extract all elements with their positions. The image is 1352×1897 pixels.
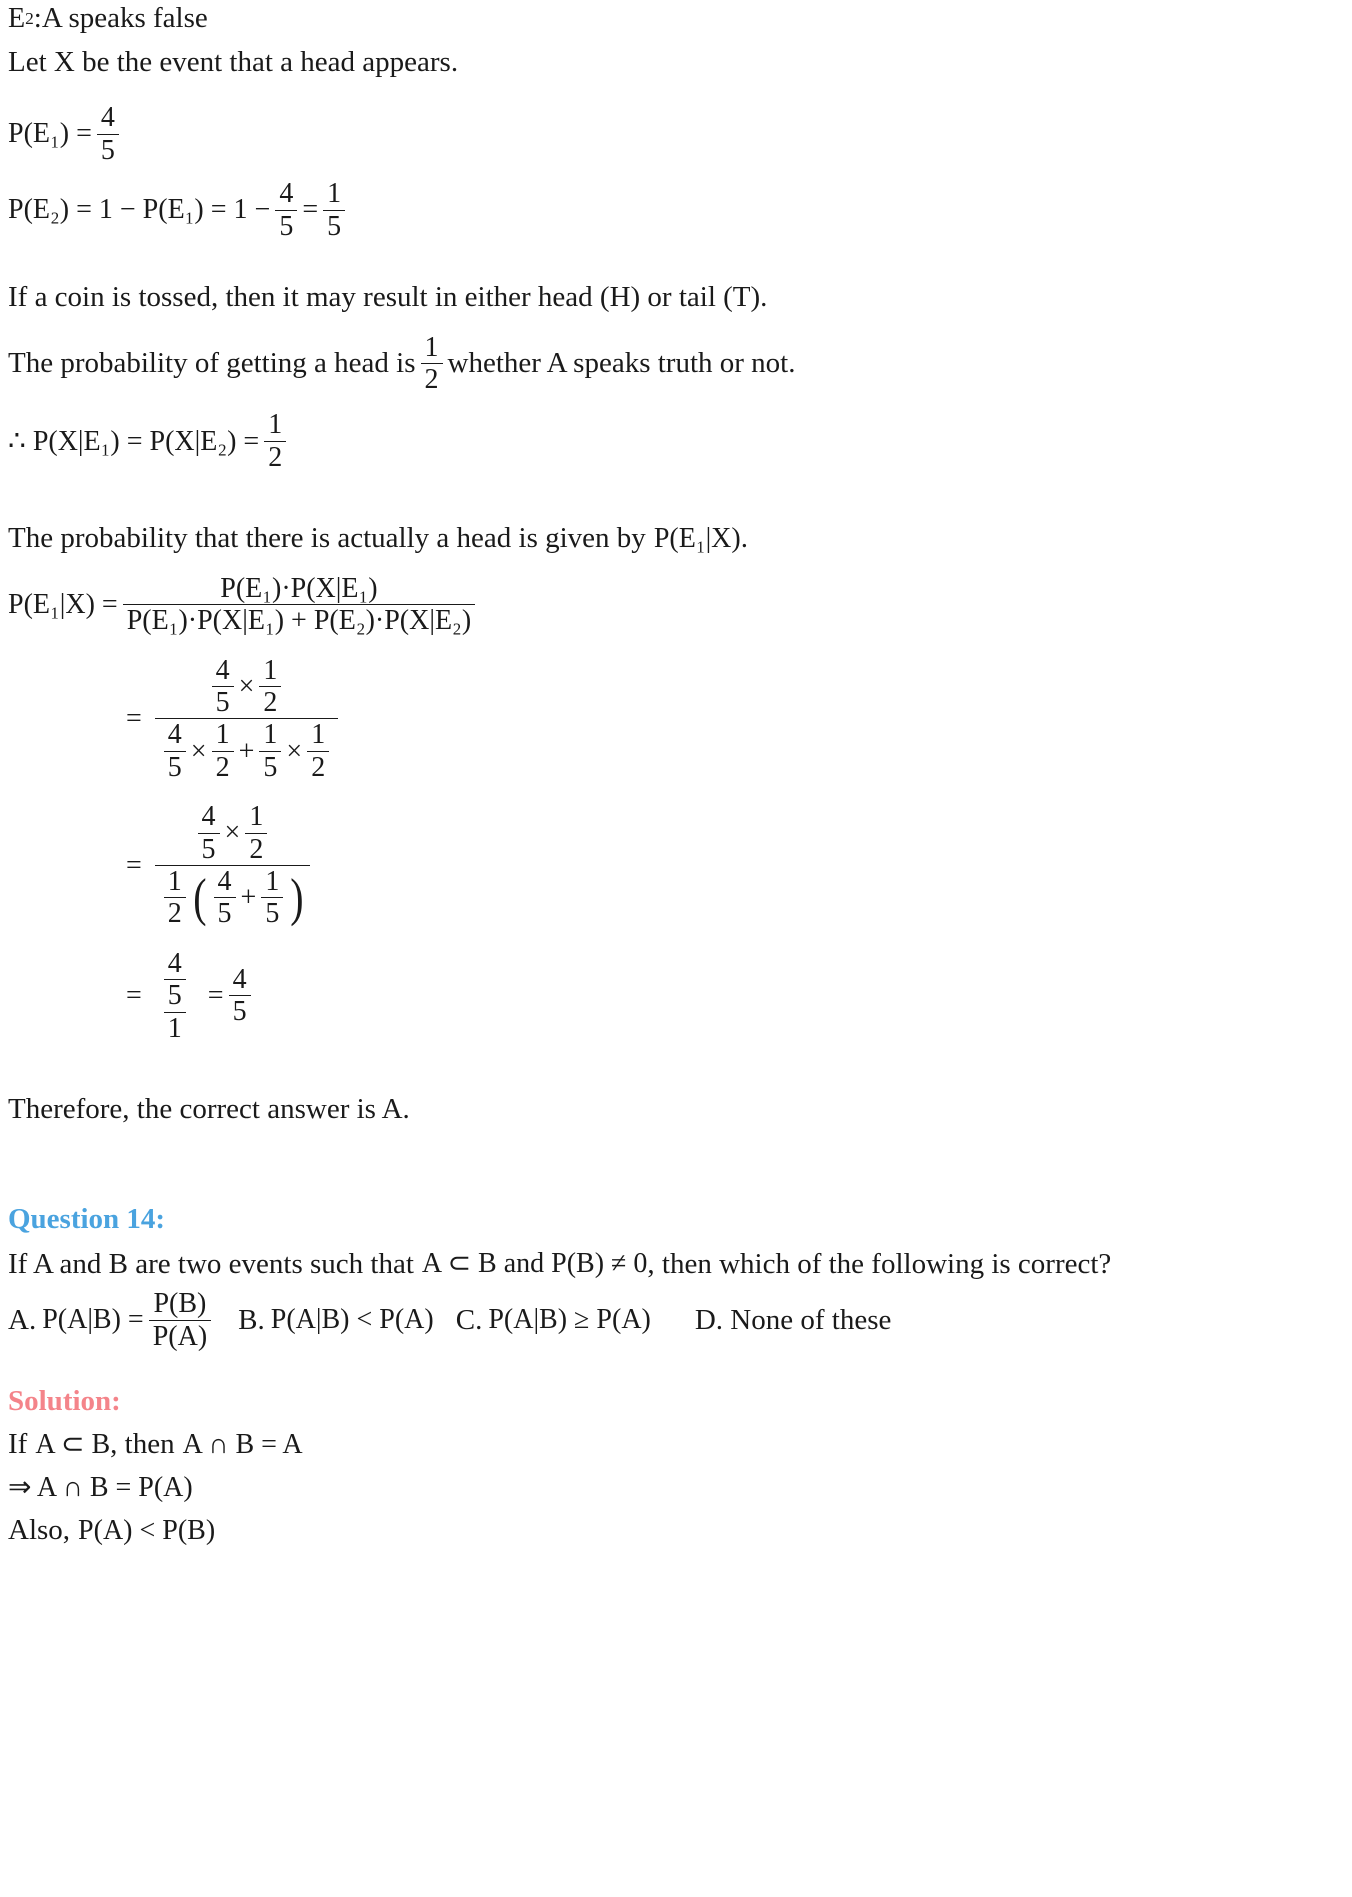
p-e2-lhs: P(E₂) = 1 − P(E₁) = 1 − (8, 194, 271, 226)
fraction-4-5-b (275, 179, 297, 241)
times-sign: × (238, 670, 255, 702)
fraction-numerator: 1 (424, 331, 439, 363)
e2-definition-text: :A speaks false (33, 2, 208, 34)
equation-step-4 (8, 949, 1342, 1043)
conditional-lhs: ∴ P(X|E₁) = P(X|E₂) = (8, 426, 260, 458)
fraction-numerator: 4 (167, 719, 182, 751)
equals-sign: = (126, 979, 142, 1011)
fraction-4-5 (164, 949, 186, 1011)
equals-sign-2: = (207, 979, 224, 1011)
fraction-denominator: 5 (323, 210, 345, 241)
prob-head-pre-text: The probability of getting a head is (8, 346, 416, 379)
fraction-numerator: 1 (327, 178, 342, 210)
fraction-numerator: 1 (167, 866, 182, 897)
math-pa-less-pb: P(A) < P(B) (78, 1514, 216, 1546)
q14-post-text: , then which of the following is correct? (647, 1247, 1112, 1280)
fraction-numerator: P(E₁)·P(X|E₁) (220, 572, 378, 604)
line-question-14-text (8, 1246, 1342, 1284)
fraction-denominator: 5 (164, 751, 186, 782)
math-q14-condition: A ⊂ B and P(B) ≠ 0 (421, 1248, 648, 1280)
fraction-1-2 (212, 720, 234, 782)
math-e2-label: E 2 (8, 2, 34, 34)
option-c-label: C. (455, 1303, 483, 1336)
fraction-4-5-inner (214, 867, 236, 929)
equals-sign: = (126, 702, 142, 734)
solution-then-text: , then (110, 1428, 175, 1461)
fraction-numerator (189, 802, 277, 865)
fraction-denominator: 2 (212, 751, 234, 782)
right-paren: ) (290, 867, 304, 927)
times-sign: × (190, 735, 207, 767)
fraction-numerator: 1 (215, 719, 230, 751)
fraction-denominator: 2 (245, 833, 267, 864)
fraction-denominator: 1 (164, 1012, 186, 1043)
step3-numerator (193, 802, 273, 864)
option-a-math (42, 1289, 216, 1351)
math-a-intersect-b: A ∩ B = A (182, 1428, 303, 1460)
fraction-denominator: 2 (164, 897, 186, 928)
bayes-lhs: P(E₁|X) = (8, 588, 118, 620)
option-a-lhs: P(A|B) = (42, 1304, 144, 1336)
fraction-numerator: 1 (268, 409, 283, 441)
fraction-numerator: 4 (100, 102, 115, 134)
line-solution-also (8, 1512, 1342, 1550)
let-x-text: Let X be the event that a head appears. (8, 45, 459, 78)
line-prob-head (8, 333, 1342, 395)
fraction-1-5 (323, 179, 345, 241)
fraction-denominator: 5 (229, 995, 251, 1026)
fraction-numerator: 4 (232, 963, 247, 995)
math-a-subset-b: A ⊂ B (35, 1428, 111, 1460)
equation-step-2 (8, 656, 1342, 783)
fraction-denominator: P(A) (149, 1320, 211, 1351)
step2-denominator (159, 720, 334, 782)
line-coin-toss (8, 279, 1342, 317)
actually-head-post-text: . (740, 522, 748, 555)
actually-head-pre-text: The probability that there is actually a head is given by (8, 522, 646, 555)
fraction-1-2-outer (164, 867, 186, 929)
left-paren: ( (193, 867, 207, 927)
fraction-numerator: 4 (217, 866, 232, 897)
fraction-4-5 (97, 103, 119, 165)
fraction-numerator: 1 (249, 801, 264, 833)
option-a-label: A. (8, 1303, 37, 1336)
fraction-denominator: 2 (259, 686, 281, 717)
fraction-1-5-inner (261, 867, 283, 929)
fraction-denominator: 5 (259, 751, 281, 782)
fraction-numerator: P(B) (153, 1288, 207, 1320)
fraction-denominator (155, 865, 310, 929)
equation-step-3 (8, 802, 1342, 929)
fraction-step3 (155, 802, 310, 929)
line-solution-if (8, 1426, 1342, 1464)
fraction-numerator: 1 (311, 719, 326, 751)
fraction-1-2 (245, 802, 267, 864)
fraction-denominator: P(E₁)·P(X|E₁) + P(E₂)·P(X|E₂) (123, 604, 475, 635)
line-e2-definition (8, 0, 1342, 38)
fraction-bayes (123, 574, 475, 636)
step3-denominator (159, 867, 306, 929)
line-let-x (8, 44, 1342, 82)
solution-heading: Solution: (8, 1385, 121, 1418)
line-solution-implies (8, 1470, 1342, 1506)
option-b-math: P(A|B) < P(A) (270, 1304, 434, 1336)
fraction-numerator: 1 (263, 654, 278, 686)
fraction-denominator: 5 (275, 210, 297, 241)
solution-if-text: If (8, 1428, 28, 1461)
fraction-numerator: 1 (263, 719, 278, 751)
option-c-math: P(A|B) ≥ P(A) (488, 1304, 651, 1336)
fraction-numerator (203, 656, 291, 719)
fraction-denominator: 5 (198, 833, 220, 864)
fraction-4-5 (164, 720, 186, 782)
fraction-denominator: 2 (421, 363, 443, 394)
line-therefore (8, 1091, 1342, 1129)
step2-numerator (207, 656, 287, 718)
fraction-1-2-b (264, 410, 286, 472)
fraction-numerator: 4 (201, 801, 216, 833)
fraction-numerator: 4 (167, 947, 182, 979)
times-sign: × (286, 735, 303, 767)
q14-pre-text: If A and B are two events such that (8, 1247, 414, 1280)
plus-sign: + (238, 735, 255, 767)
fraction-denominator: 5 (261, 897, 283, 928)
fraction-step4 (155, 949, 195, 1043)
fraction-1-2 (421, 333, 443, 395)
fraction-numerator: 4 (215, 654, 230, 686)
p-e1-lhs: P(E₁) = (8, 118, 92, 150)
times-sign: × (224, 817, 241, 849)
fraction-denominator: 5 (212, 686, 234, 717)
question-14-heading: Question 14: (8, 1202, 166, 1235)
fraction-numerator: 1 (265, 866, 280, 897)
equation-conditional-half (8, 410, 1342, 472)
fraction-denominator: 2 (307, 751, 329, 782)
option-d-text: D. None of these (694, 1303, 892, 1336)
fraction-step2 (155, 656, 338, 783)
coin-toss-text: If a coin is tossed, then it may result in either head (H) or tail (T). (8, 280, 768, 313)
fraction-pb-pa (149, 1289, 211, 1351)
line-actually-head (8, 520, 1342, 558)
plus-sign: + (240, 882, 257, 914)
question-14-options (8, 1289, 1342, 1351)
fraction-1-2-b (307, 720, 329, 782)
fraction-denominator: 5 (164, 979, 186, 1010)
fraction-denominator: 2 (264, 441, 286, 472)
fraction-denominator: 5 (97, 134, 119, 165)
fraction-denominator (155, 718, 338, 782)
fraction-numerator (155, 949, 195, 1012)
fraction-4-5 (198, 802, 220, 864)
equals-sign: = (302, 194, 319, 226)
option-b-label: B. (238, 1303, 265, 1336)
fraction-result-4-5 (229, 965, 251, 1027)
solution-also-text: Also, (8, 1514, 71, 1547)
equation-p-e1 (8, 103, 1342, 165)
fraction-1-2 (259, 656, 281, 718)
equation-bayes (8, 574, 1342, 636)
prob-head-post-text: whether A speaks truth or not. (447, 346, 796, 379)
equation-p-e2 (8, 179, 1342, 241)
fraction-numerator: 4 (279, 178, 294, 210)
fraction-1-5 (259, 720, 281, 782)
therefore-text: Therefore, the correct answer is A. (8, 1092, 410, 1125)
math-p-e1-given-x: P(E₁|X) (653, 522, 741, 554)
fraction-4-5 (212, 656, 234, 718)
math-implies: ⇒ A ∩ B = P(A) (8, 1471, 193, 1503)
equals-sign: = (126, 849, 142, 881)
fraction-denominator: 5 (214, 897, 236, 928)
